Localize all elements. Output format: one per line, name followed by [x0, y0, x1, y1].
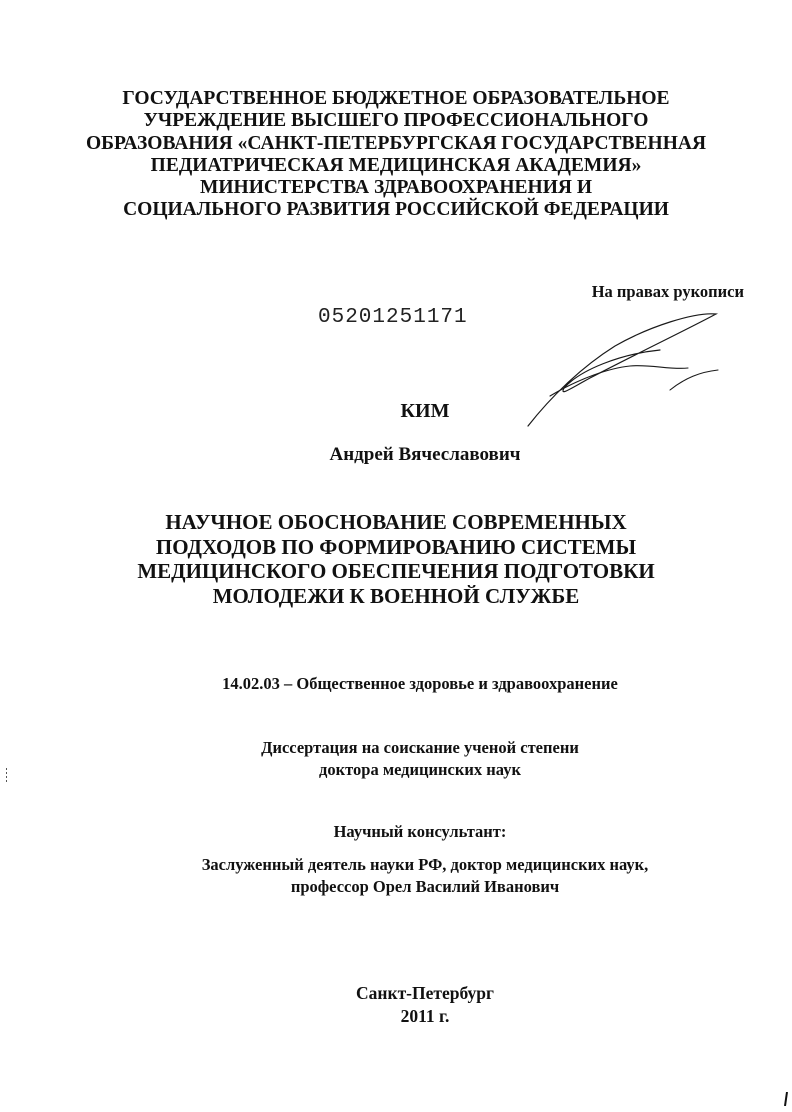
author-surname: КИМ — [400, 400, 450, 422]
footer-city: Санкт-Петербург — [356, 983, 494, 1003]
institution-header — [0, 88, 792, 222]
footer-place-year — [300, 982, 550, 1028]
scan-margin-mark — [5, 768, 8, 782]
author-given-names: Андрей Вячеславович — [329, 444, 521, 465]
rights-note: На правах рукописи — [591, 282, 744, 301]
degree-statement — [180, 737, 660, 781]
institution-line: УЧРЕЖДЕНИЕ ВЫСШЕГО ПРОФЕССИОНАЛЬНОГО — [143, 110, 649, 132]
catalog-number: 05201251171 — [318, 306, 468, 329]
dissertation-title — [0, 510, 792, 608]
title-line: МОЛОДЕЖИ К ВОЕННОЙ СЛУЖБЕ — [212, 583, 580, 608]
institution-line: ПЕДИАТРИЧЕСКАЯ МЕДИЦИНСКАЯ АКАДЕМИЯ» — [150, 154, 642, 176]
specialty-code: 14.02.03 – Общественное здоровье и здравоохранение — [222, 674, 618, 693]
scan-corner-mark — [784, 1092, 788, 1106]
title-line: ПОДХОДОВ ПО ФОРМИРОВАНИЮ СИСТЕМЫ — [155, 534, 637, 559]
degree-line: Диссертация на соискание ученой степени — [261, 738, 579, 757]
consultant-label: Научный консультант: — [333, 822, 507, 841]
handwritten-signature — [520, 308, 730, 438]
institution-line: СОЦИАЛЬНОГО РАЗВИТИЯ РОССИЙСКОЙ ФЕДЕРАЦИИ — [123, 199, 669, 221]
consultant-info — [120, 854, 730, 898]
institution-line: МИНИСТЕРСТВА ЗДРАВООХРАНЕНИЯ И — [199, 177, 593, 199]
title-line: НАУЧНОЕ ОБОСНОВАНИЕ СОВРЕМЕННЫХ — [165, 510, 627, 534]
consultant-line: Заслуженный деятель науки РФ, доктор медицинских наук, — [201, 855, 649, 874]
institution-line: ГОСУДАРСТВЕННОЕ БЮДЖЕТНОЕ ОБРАЗОВАТЕЛЬНОЕ — [122, 88, 670, 109]
degree-line: доктора медицинских наук — [319, 760, 521, 779]
consultant-line: профессор Орел Василий Иванович — [290, 877, 560, 896]
title-line: МЕДИЦИНСКОГО ОБЕСПЕЧЕНИЯ ПОДГОТОВКИ — [137, 559, 655, 583]
footer-year: 2011 г. — [400, 1006, 450, 1026]
institution-line: ОБРАЗОВАНИЯ «САНКТ-ПЕТЕРБУРГСКАЯ ГОСУДАРСТВЕННАЯ — [85, 132, 707, 154]
